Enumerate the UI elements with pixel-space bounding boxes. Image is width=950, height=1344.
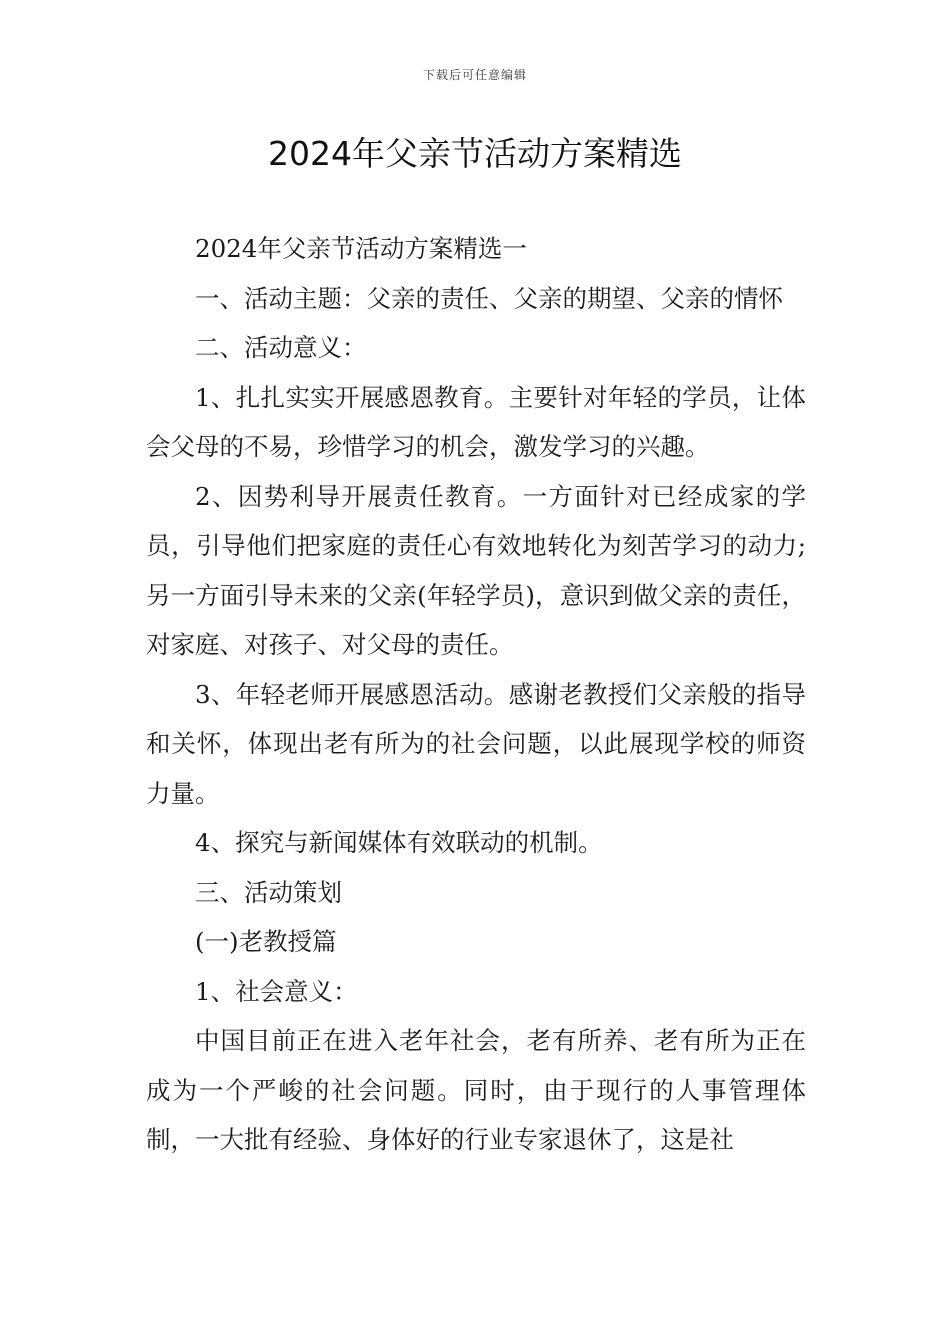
- paragraph-item-3: 3、年轻老师开展感恩活动。感谢老教授们父亲般的指导和关怀，体现出老有所为的社会问题，以此展现学校的师资力量。: [146, 679, 806, 808]
- paragraph-section-professors: (一)老教授篇: [195, 927, 337, 956]
- paragraph-social-significance: 1、社会意义：: [195, 976, 358, 1006]
- paragraph-theme: 一、活动主题：父亲的责任、父亲的期望、父亲的情怀: [195, 283, 783, 313]
- document-title: 2024年父亲节活动方案精选: [268, 134, 682, 173]
- header-note: 下载后可任意编辑: [422, 68, 527, 82]
- paragraph-item-2: 2、因势利导开展责任教育。一方面针对已经成家的学员，引导他们把家庭的责任心有效地转化为刻苦学习的动力;另一方面引导未来的父亲(年轻学员)，意识到做父亲的责任，对家庭、对孩子、对父母的责任。: [146, 481, 806, 659]
- document-body: [146, 224, 806, 1165]
- paragraph-significance-heading: 二、活动意义：: [195, 333, 367, 362]
- paragraph-subtitle: 2024年父亲节活动方案精选一: [195, 234, 527, 263]
- paragraph-body-text: 中国目前正在进入老年社会，老有所养、老有所为正在成为一个严峻的社会问题。同时，由于现行的人事管理体制，一大批有经验、身体好的行业专家退休了，这是社: [146, 1026, 806, 1154]
- paragraph-planning-heading: 三、活动策划: [195, 877, 342, 907]
- paragraph-item-4: 4、探究与新闻媒体有效联动的机制。: [195, 828, 603, 857]
- paragraph-item-1: 1、扎扎实实开展感恩教育。主要针对年轻的学员，让体会父母的不易，珍惜学习的机会，激发学习的兴趣。: [146, 382, 806, 461]
